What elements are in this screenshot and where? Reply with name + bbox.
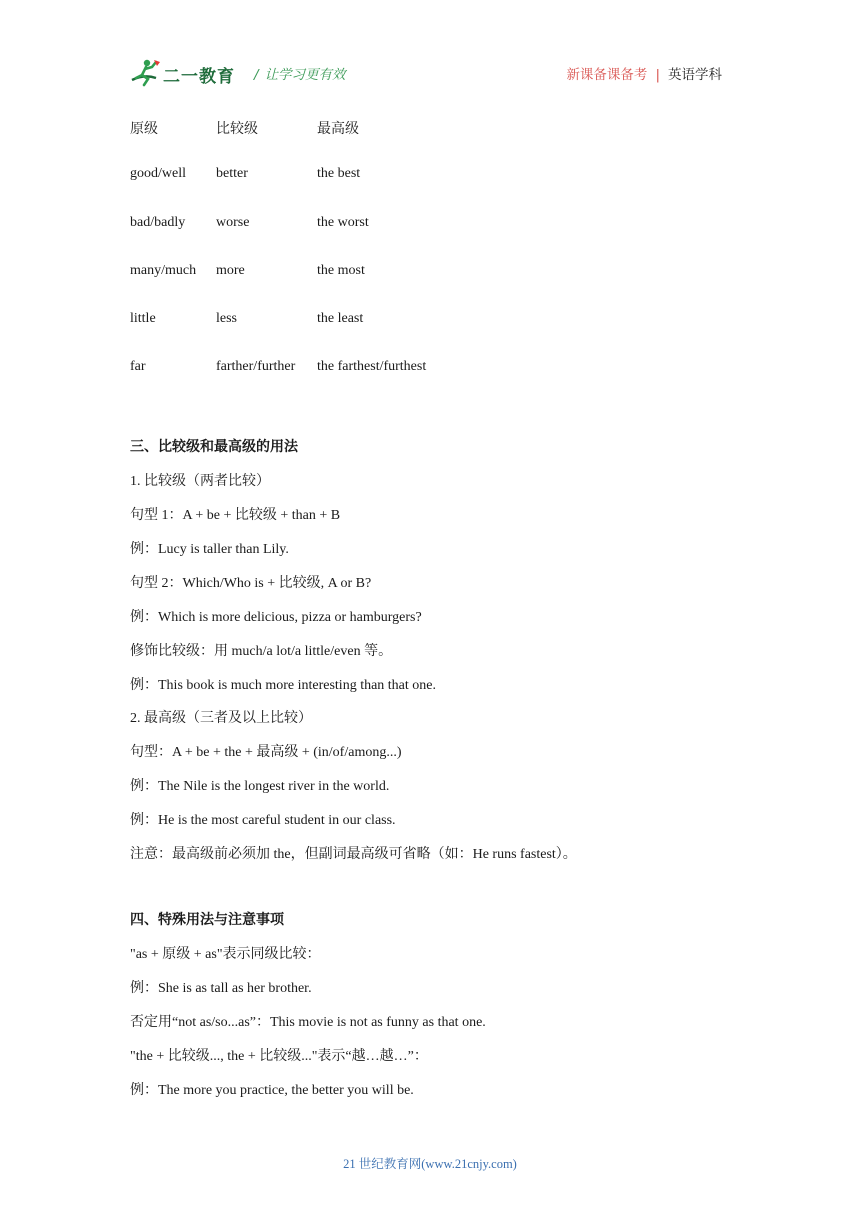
header-right <box>566 63 722 83</box>
course-label: 新课备课备考 <box>566 67 648 83</box>
cell: bad/badly <box>130 214 186 230</box>
text-line: 例：Which is more delicious, pizza or hamburgers? <box>130 610 422 625</box>
cell: many/much <box>130 262 197 278</box>
text-line: 句型 2：Which/Who is + 比较级, A or B? <box>130 576 372 591</box>
page-header <box>130 56 730 90</box>
cell: the most <box>317 262 365 278</box>
text-line: "as + 原级 + as"表示同级比较： <box>130 947 321 962</box>
header-comparative: 比较级 <box>216 122 258 137</box>
cell: good/well <box>130 166 186 182</box>
text-line: 句型：A + be + the + 最高级 + (in/of/among...) <box>130 745 402 760</box>
text-line: 修饰比较级：用 much/a lot/a little/even 等。 <box>130 644 393 659</box>
header-positive: 原级 <box>130 122 158 137</box>
text-line: 句型 1：A + be + 比较级 + than + B <box>130 508 341 523</box>
text-line: 1. 比较级（两者比较） <box>130 474 270 489</box>
section3-title: 三、比较级和最高级的用法 <box>130 439 298 455</box>
subject-label: 英语学科 <box>668 67 722 83</box>
text-line: 例：He is the most careful student in our class. <box>130 813 396 828</box>
cell: worse <box>216 214 250 230</box>
cell: little <box>130 311 156 327</box>
text-line: 例：Lucy is taller than Lily. <box>130 542 289 557</box>
cell: the worst <box>317 214 369 230</box>
text-line: 例：This book is much more interesting than that one. <box>130 678 437 693</box>
cell: the least <box>317 311 364 327</box>
cell: the best <box>317 166 361 182</box>
text-line: 2. 最高级（三者及以上比较） <box>130 711 312 726</box>
logo-text: 二一教育 <box>163 67 235 87</box>
text-line: 例：The Nile is the longest river in the world. <box>130 779 390 794</box>
header-superlative: 最高级 <box>317 122 359 137</box>
cell: the farthest/furthest <box>317 359 427 375</box>
section4-title: 四、特殊用法与注意事项 <box>130 912 284 928</box>
cell: less <box>216 311 237 327</box>
cell: far <box>130 359 146 375</box>
cell: more <box>216 262 245 278</box>
text-line: 否定用“not as/so...as”：This movie is not as funny as that one. <box>130 1015 486 1030</box>
cell: farther/further <box>216 359 296 375</box>
text-line: 例：The more you practice, the better you will be. <box>130 1083 414 1098</box>
text-line: 注意：最高级前必须加 the，但副词最高级可省略（如：He runs fastest）。 <box>130 847 577 862</box>
header-divider: | <box>655 67 660 83</box>
cell: better <box>216 166 248 182</box>
text-line: "the + 比较级..., the + 比较级..."表示“越…越…”： <box>130 1049 428 1064</box>
slogan: / 让学习更有效 <box>254 67 346 83</box>
text-line: 例：She is as tall as her brother. <box>130 981 312 996</box>
page-footer: 21 世纪教育网(www.21cnjy.com) <box>343 1157 517 1171</box>
